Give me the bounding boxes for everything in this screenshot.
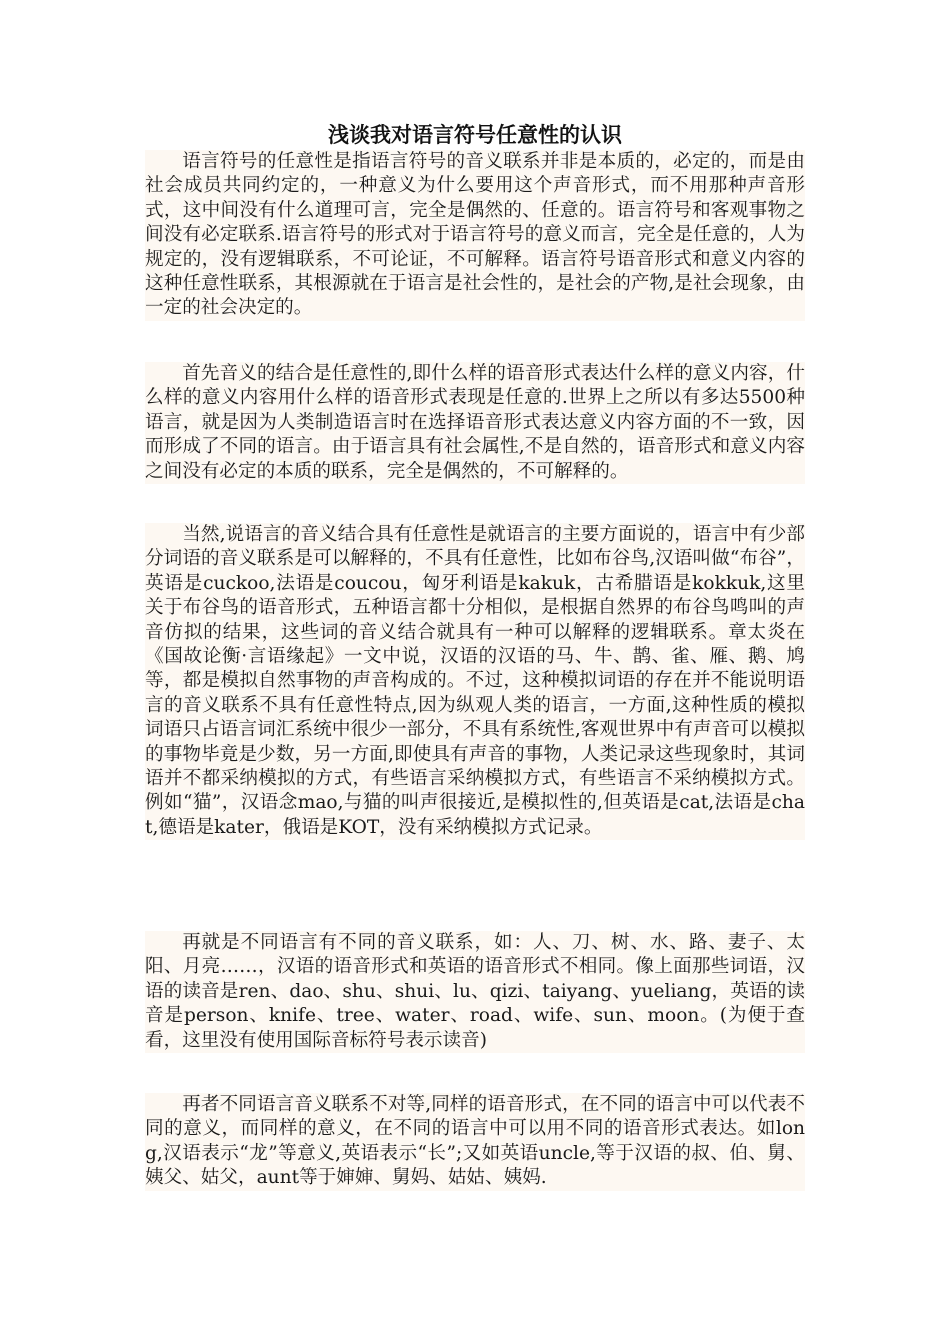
document-title: 浅谈我对语言符号任意性的认识 (328, 123, 622, 147)
paragraph-non-equivalence: 再者不同语言音义联系不对等,同样的语音形式，在不同的语言中可以代表不同的意义，而同样的意义，在不同的语言中可以用不同的语音形式表达。如long,汉语表示“龙”等意义,英语表示“长”;又如英语uncle,等于汉语的叔、伯、舅、姨父、姑父，aunt等于婶婶、舅妈、姑姑、姨妈. (145, 1093, 805, 1191)
paragraph-sound-meaning-combination: 首先音义的结合是任意性的,即什么样的语音形式表达什么样的意义内容，什么样的意义内容用什么样的语音形式表现是任意的.世界上之所以有多达5500种语言，就是因为人类制造语言时在选择语音形式表达意义内容方面的不一致，因而形成了不同的语言。由于语言具有社会属性,不是自然的，语音形式和意义内容之间没有必定的本质的联系，完全是偶然的，不可解释的。 (145, 362, 805, 484)
paragraph-onomatopoeia-exceptions: 当然,说语言的音义结合具有任意性是就语言的主要方面说的，语言中有少部分词语的音义联系是可以解释的，不具有任意性，比如布谷鸟,汉语叫做“布谷”，英语是cuckoo,法语是coucou，匈牙利语是kakuk，古希腊语是kokkuk,这里关于布谷鸟的语音形式，五种语言都十分相似，是根据自然界的布谷鸟鸣叫的声音仿拟的结果，这些词的音义结合就具有一种可以解释的逻辑联系。章太炎在《国故论衡·言语缘起》一文中说，汉语的汉语的马、牛、鹊、雀、雁、鹅、鸠等，都是模拟自然事物的声音构成的。不过，这种模拟词语的存在并不能说明语言的音义联系不具有任意性特点,因为纵观人类的语言，一方面,这种性质的模拟词语只占语言词汇系统中很少一部分，不具有系统性,客观世界中有声音可以模拟的事物毕竟是少数，另一方面,即使具有声音的事物，人类记录这些现象时，其词语并不都采纳模拟的方式，有些语言采纳模拟方式，有些语言不采纳模拟方式。例如“猫”，汉语念mao,与猫的叫声很接近,是模拟性的,但英语是cat,法语是chat,德语是kater，俄语是KOT，没有采纳模拟方式记录。 (145, 523, 805, 840)
paragraph-arbitrariness-definition: 语言符号的任意性是指语言符号的音义联系并非是本质的，必定的，而是由社会成员共同约定的，一种意义为什么要用这个声音形式，而不用那种声音形式，这中间没有什么道理可言，完全是偶然的、任意的。语言符号和客观事物之间没有必定联系.语言符号的形式对于语言符号的意义而言，完全是任意的，人为规定的，没有逻辑联系，不可论证，不可解释。语言符号语音形式和意义内容的这种任意性联系，其根源就在于语言是社会性的，是社会的产物,是社会现象，由一定的社会决定的。 (145, 150, 805, 321)
paragraph-different-languages: 再就是不同语言有不同的音义联系，如：人、刀、树、水、路、妻子、太阳、月亮……，汉语的语音形式和英语的语音形式不相同。像上面那些词语，汉语的读音是ren、dao、shu、shui、lu、qizi、taiyang、yueliang，英语的读音是person、knife、tree、water、road、wife、sun、moon。(为便于查看，这里没有使用国际音标符号表示读音) (145, 931, 805, 1053)
